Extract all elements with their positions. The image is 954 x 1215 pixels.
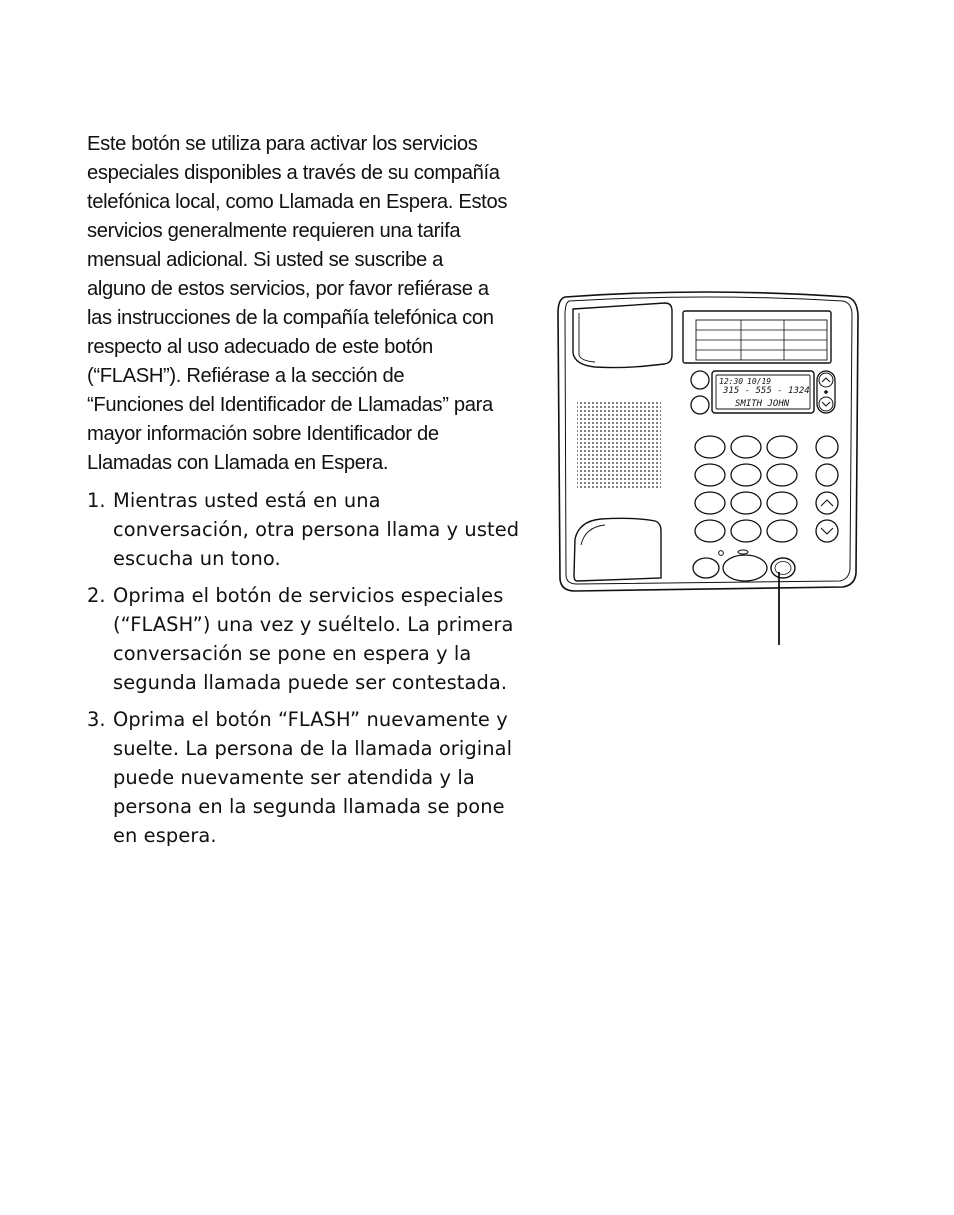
- step-line: Oprima el botón de servicios especiales: [113, 584, 504, 607]
- intro-line: servicios generalmente requieren una tarifa: [87, 220, 461, 242]
- intro-line: Llamadas con Llamada en Espera.: [87, 452, 389, 474]
- indicator-slot: [738, 550, 748, 554]
- intro-line: telefónica local, como Llamada en Espera. Estos: [87, 191, 508, 213]
- intro-line: las instrucciones de la compañía telefónica con: [87, 307, 494, 329]
- keypad-key: [767, 520, 797, 542]
- step-item: [87, 581, 557, 697]
- intro-line: (“FLASH”). Refiérase a la sección de: [87, 365, 405, 387]
- step-line: puede nuevamente ser atendida y la: [113, 766, 475, 789]
- display-side-button: [691, 371, 709, 389]
- intro-line: alguno de estos servicios, por favor refiérase a: [87, 278, 489, 300]
- review-up-button: [819, 373, 833, 387]
- volume-down-button: [816, 520, 838, 542]
- phone-illustration: [555, 285, 865, 650]
- keypad-key: [767, 492, 797, 514]
- keypad-key: [731, 464, 761, 486]
- keypad-key: [767, 436, 797, 458]
- step-line: conversación se pone en espera y la: [113, 642, 472, 665]
- lcd-number: 315 - 555 - 1324: [723, 386, 810, 396]
- keypad-key: [695, 520, 725, 542]
- step-item: [87, 705, 557, 850]
- lcd-name: SMITH JOHN: [735, 399, 790, 409]
- step-line: segunda llamada puede ser contestada.: [113, 671, 508, 694]
- intro-paragraph: [87, 130, 557, 478]
- keypad-key: [695, 436, 725, 458]
- lcd-date: 10/19: [747, 377, 772, 386]
- keypad-key: [695, 492, 725, 514]
- step-item: [87, 486, 557, 573]
- step-line: (“FLASH”) una vez y suéltelo. La primera: [113, 613, 514, 636]
- indicator-light: [719, 551, 724, 556]
- intro-line: respecto al uso adecuado de este botón: [87, 336, 433, 358]
- flash-button: [771, 558, 795, 578]
- keypad-key: [731, 436, 761, 458]
- step-number: 2.: [87, 584, 106, 607]
- display-side-button: [691, 396, 709, 414]
- step-line: escucha un tono.: [113, 547, 281, 570]
- function-button: [816, 436, 838, 458]
- hold-button: [693, 558, 719, 578]
- step-line: Oprima el botón “FLASH” nuevamente y: [113, 708, 508, 731]
- intro-line: “Funciones del Identificador de Llamadas” para: [87, 394, 493, 416]
- keypad-key: [731, 492, 761, 514]
- keypad-key: [695, 464, 725, 486]
- intro-line: especiales disponibles a través de su compañía: [87, 162, 500, 184]
- review-mid-dot: [824, 390, 828, 394]
- step-line: Mientras usted está en una: [113, 489, 381, 512]
- speaker-button: [723, 555, 767, 581]
- keypad-key: [731, 520, 761, 542]
- volume-up-button: [816, 492, 838, 514]
- lcd-time: 12:30: [719, 377, 744, 386]
- step-line: conversación, otra persona llama y usted: [113, 518, 520, 541]
- keypad-key: [767, 464, 797, 486]
- step-line: persona en la segunda llamada se pone: [113, 795, 505, 818]
- step-number: 3.: [87, 708, 106, 731]
- step-line: en espera.: [113, 824, 217, 847]
- intro-line: mensual adicional. Si usted se suscribe a: [87, 249, 443, 271]
- steps-list: [87, 486, 557, 858]
- intro-line: mayor información sobre Identificador de: [87, 423, 439, 445]
- intro-line: Este botón se utiliza para activar los servicios: [87, 133, 478, 155]
- review-down-button: [819, 397, 833, 411]
- step-line: suelte. La persona de la llamada original: [113, 737, 513, 760]
- handset-upper: [573, 303, 672, 368]
- speaker-grill: [577, 401, 661, 489]
- handset-lower: [574, 518, 661, 581]
- function-button: [816, 464, 838, 486]
- step-number: 1.: [87, 489, 106, 512]
